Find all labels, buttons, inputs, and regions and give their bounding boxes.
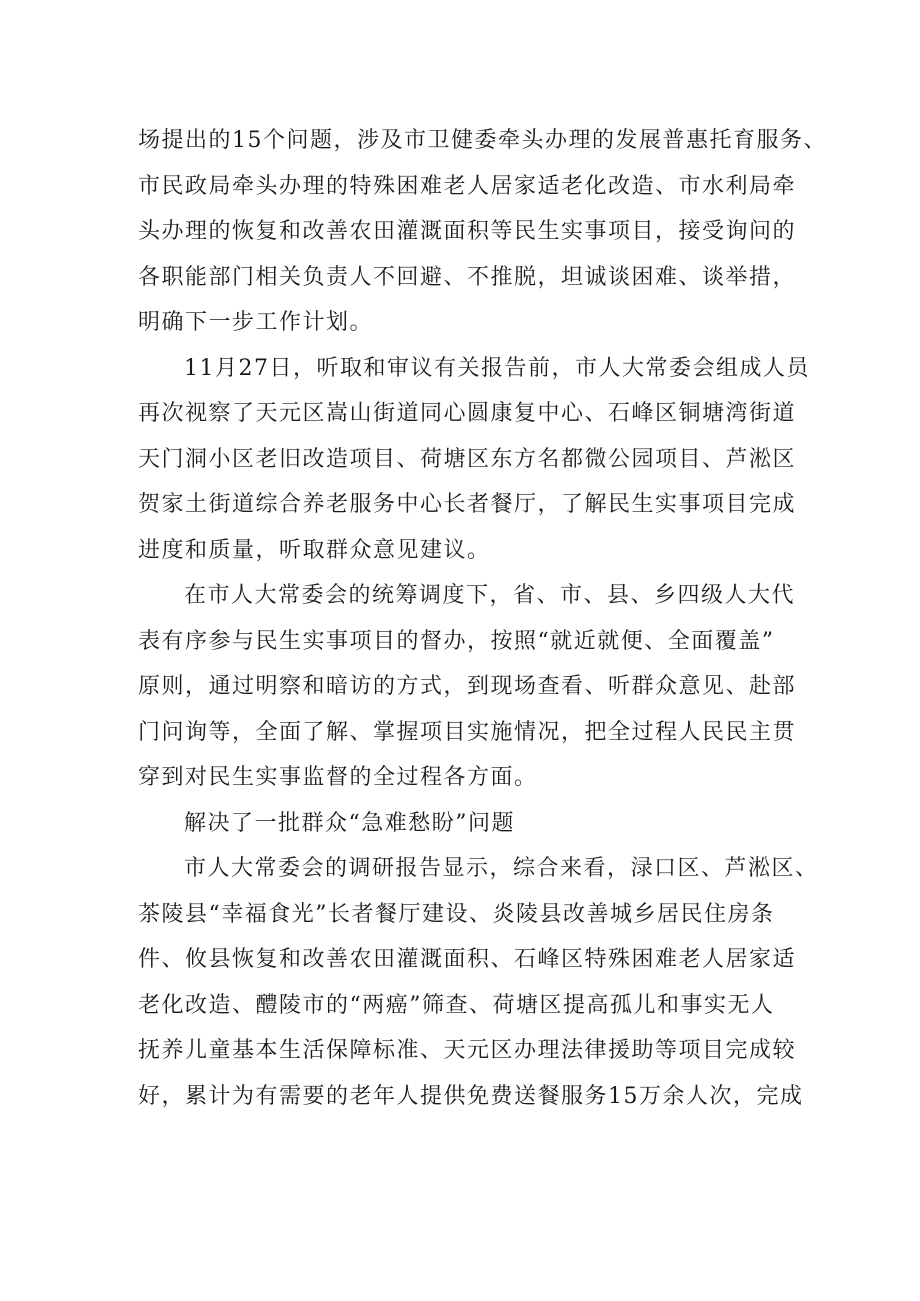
paragraph-p1 bbox=[138, 118, 827, 346]
text-line: 表有序参与民生实事项目的督办，按照“就近就便、全面覆盖” bbox=[138, 628, 775, 654]
paragraph-p4 bbox=[138, 846, 819, 1119]
text-line: 11月27日，听取和审议有关报告前，市人大常委会组成人员 bbox=[184, 355, 810, 381]
text-line: 市人大常委会的调研报告显示，综合来看，渌口区、芦淞区、 bbox=[184, 856, 819, 881]
section-heading bbox=[138, 801, 798, 847]
text-line: 市民政局牵头办理的特殊困难老人居家适老化改造、市水利局牵 bbox=[138, 173, 797, 199]
text-line: 原则，通过明察和暗访的方式，到现场查看、听群众意见、赴部 bbox=[138, 674, 797, 699]
text-line: 件、攸县恢复和改善农田灌溉面积、石峰区特殊困难老人居家适 bbox=[138, 947, 797, 972]
text-line: 好，累计为有需要的老年人提供免费送餐服务15万余人次，完成 bbox=[138, 1083, 804, 1109]
text-line: 在市人大常委会的统筹调度下，省、市、县、乡四级人大代 bbox=[184, 583, 796, 608]
text-line: 头办理的恢复和改善农田灌溉面积等民生实事项目，接受询问的 bbox=[138, 219, 797, 244]
document-body bbox=[138, 118, 827, 1119]
text-line: 场提出的15个问题，涉及市卫健委牵头办理的发展普惠托育服务、 bbox=[138, 128, 827, 153]
text-line: 茶陵县“幸福食光”长者餐厅建设、炎陵县改善城乡居民住房条 bbox=[138, 901, 775, 927]
text-line: 明确下一步工作计划。 bbox=[138, 310, 374, 335]
heading-line: 解决了一批群众“急难愁盼”问题 bbox=[184, 810, 515, 836]
text-line: 进度和质量，听取群众意见建议。 bbox=[138, 537, 491, 563]
text-line: 穿到对民生实事监督的全过程各方面。 bbox=[138, 765, 538, 790]
paragraph-p2 bbox=[138, 346, 810, 574]
text-line: 门问询等，全面了解、掌握项目实施情况，把全过程人民民主贯 bbox=[138, 719, 797, 745]
text-line: 天门洞小区老旧改造项目、荷塘区东方名都微公园项目、芦淞区 bbox=[138, 446, 797, 472]
paragraph-p3 bbox=[138, 573, 798, 801]
text-line: 各职能部门相关负责人不回避、不推脱，坦诚谈困难、谈举措， bbox=[138, 264, 797, 290]
text-line: 抚养儿童基本生活保障标准、天元区办理法律援助等项目完成较 bbox=[138, 1038, 797, 1063]
text-line: 老化改造、醴陵市的“两癌”筛查、荷塘区提高孤儿和事实无人 bbox=[138, 992, 775, 1018]
text-line: 贺家土街道综合养老服务中心长者餐厅，了解民生实事项目完成 bbox=[138, 492, 797, 517]
text-line: 再次视察了天元区嵩山街道同心圆康复中心、石峰区铜塘湾街道 bbox=[138, 401, 797, 426]
